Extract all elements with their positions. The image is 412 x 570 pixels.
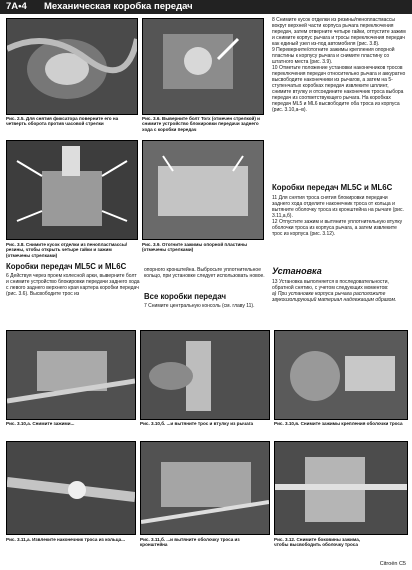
photo-fig-3-10v: [274, 330, 408, 420]
caption-fig-3-11a: Рис. 3.11,а. Извлеките наконечник троса из кольца...: [6, 537, 126, 542]
photo-fig-3-10b-drawing: [141, 331, 269, 419]
step-8-text: 8 Снимите кусок отделки из резины/пенопластмассы вокруг верхней части корпуса рычага переключения передач, затем отверните четыре гайки, отпустите зажим и снимите корпус рычага и тросы переключения передач как единый узел из-под автомобиля (рис. 3.8).: [272, 17, 406, 47]
step-12-text: 12 Отпустите зажим и вытяните уплотнительную втулку оболочки троса из корпуса рычага, а затем извлеките трос из корпуса (рис. 3.12).: [272, 219, 403, 237]
step-13a-text: а) При установке корпуса рычага расположите звукоизолирующий материал надлежащим образом.: [272, 291, 397, 303]
section-heading-right: Коробки передач ML5C и ML6C: [272, 183, 393, 192]
photo-fig-3-8: [6, 140, 138, 240]
caption-fig-3-10a: Рис. 3.10,а. Снимите зажими...: [6, 421, 75, 426]
photo-fig-3-11a-drawing: [7, 442, 135, 534]
step-13-text: 13 Установка выполняется в последовательности, обратной снятию, с учетом следующих моментов:: [272, 279, 389, 291]
page-number: 7A•4: [6, 1, 27, 12]
right-column-text-2: [272, 195, 406, 237]
caption-fig-3-6: Рис. 3.6. Выверните болт Torx (отмечен стрелкой) и снимите устройство блокировки передачи заднего хода с коробки передач: [142, 116, 261, 132]
page-footer: Citroën C5: [379, 561, 406, 567]
photo-fig-2-5-drawing: [7, 19, 137, 114]
photo-fig-3-10b: [140, 330, 270, 420]
step-10-text: 10 Отметьте положение установки наконечников тросов переключения передач относительно рычага и аккуратно высвободите наконечники из рычагов, а затем на 5-ступенчатых коробках передач извлеките шплинт, снимите втулку и отсоедините наконечник троса выбора передач из соответствующего рычага. На коробках передач ML5 и ML6 высвободите оба троса из корпуса (рис. 3.10,а–в).: [272, 65, 406, 113]
section-heading-install: Установка: [272, 266, 322, 276]
photo-fig-3-10a-drawing: [7, 331, 135, 419]
photo-fig-3-9: [142, 140, 264, 240]
photo-fig-3-6-drawing: [143, 19, 263, 114]
photo-fig-3-12: [274, 441, 408, 535]
step-9-text: 9 Переверните/отогните зажимы крепления опорной пластины к корпусу рычага и снимите пластину со штатного места (рис. 3.9).: [272, 47, 395, 65]
photo-fig-3-11b-drawing: [141, 442, 269, 534]
photo-fig-2-5: [6, 18, 138, 115]
caption-fig-3-8: Рис. 3.8. Снимите кусок отделки из пенопластмассы/резины, чтобы открыть четыре гайки и зажим (отмечены стрелками): [6, 242, 128, 258]
photo-fig-3-9-drawing: [143, 141, 263, 239]
caption-fig-3-10b: Рис. 3.10,б. ...и вытяните трос и втулку из рычага: [140, 421, 254, 426]
caption-fig-2-5: Рис. 2.5. Для снятия фиксатора поверните его на четверть оборота против часовой стрелки: [6, 116, 119, 127]
photo-fig-3-11b: [140, 441, 270, 535]
caption-fig-3-9: Рис. 3.9. Отогните зажимы опорной пластины (отмечены стрелками): [142, 242, 247, 253]
photo-fig-3-11a: [6, 441, 136, 535]
photo-fig-3-12-drawing: [275, 442, 407, 534]
photo-fig-3-10a: [6, 330, 136, 420]
page-title: Механическая коробка передач: [44, 1, 193, 12]
caption-fig-3-11b: Рис. 3.11,б. ...и вытяните оболочку троса из кронштейна: [140, 537, 240, 548]
photo-fig-3-8-drawing: [7, 141, 137, 239]
photo-fig-3-6: [142, 18, 264, 115]
step-6-continued: опорного кронштейна. Выбросьте уплотнительное кольцо, при установке следует использовать новое.: [144, 267, 265, 279]
section-heading-left: Коробки передач ML5C и ML6C: [6, 262, 127, 271]
step-6-text: 6 Действуя через проем колесной арки, выверните болт и снимите устройство блокировки передачи заднего хода с левого заднего верхнего края картера коробки передач (рис. 3.6). Высвободите трос из: [6, 273, 140, 297]
caption-fig-3-10v: Рис. 3.10,в. Снимите зажимы крепления оболочки троса: [274, 421, 403, 426]
right-column-text: [272, 17, 406, 113]
right-column-text-3: [272, 279, 406, 303]
page-header: [0, 0, 412, 14]
section-heading-all: Все коробки передач: [144, 292, 226, 301]
step-7-text: 7 Снимите центральную консоль (см. главу 11).: [144, 303, 255, 309]
photo-fig-3-10v-drawing: [275, 331, 407, 419]
caption-fig-3-12: Рис. 3.12. Снимите боковины зажима, чтобы высвободить оболочку троса: [274, 537, 361, 548]
step-11-text: 11 Для снятия троса снятия блокировки передачи заднего хода отделите наконечник троса от кольца и вытяните оболочку троса из кронштейна на рычаге (рис. 3.11,а,б).: [272, 195, 404, 219]
